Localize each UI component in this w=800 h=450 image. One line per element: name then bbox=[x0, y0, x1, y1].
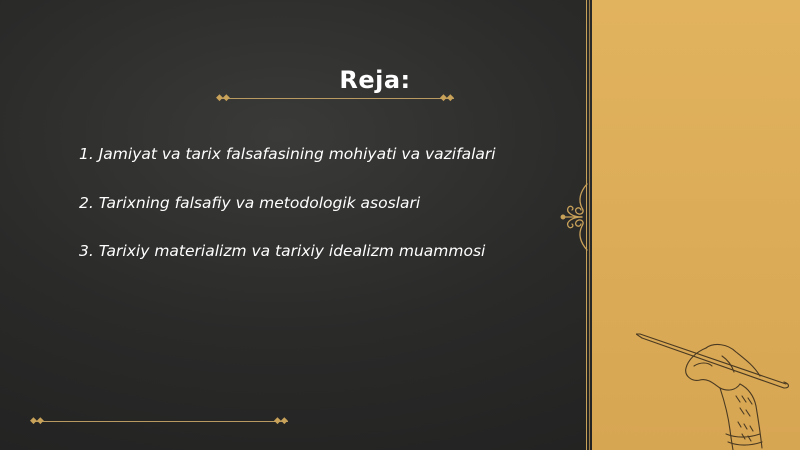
slide-title: Reja: bbox=[339, 66, 411, 94]
rule-tip-right: ◆◆ bbox=[440, 93, 454, 103]
agenda-item-2: 2. Tarixning falsafiy va metodologik asoslari bbox=[79, 193, 421, 212]
agenda-item-1: 1. Jamiyat va tarix falsafasining mohiyati va vazifalari bbox=[79, 145, 496, 163]
hand-with-pen-icon bbox=[636, 326, 796, 450]
scroll-flourish-icon bbox=[558, 182, 598, 252]
bottom-decorative-rule bbox=[32, 421, 288, 422]
rule-tip-left: ◆◆ bbox=[216, 93, 230, 103]
agenda-list bbox=[79, 144, 496, 290]
bottom-rule-tip-left: ◆◆ bbox=[30, 416, 44, 426]
agenda-item-3: 3. Tarixiy materializm va tarixiy idealizm muammosi bbox=[79, 242, 486, 260]
bottom-rule-tip-right: ◆◆ bbox=[274, 416, 288, 426]
title-underline-rule bbox=[218, 98, 454, 99]
